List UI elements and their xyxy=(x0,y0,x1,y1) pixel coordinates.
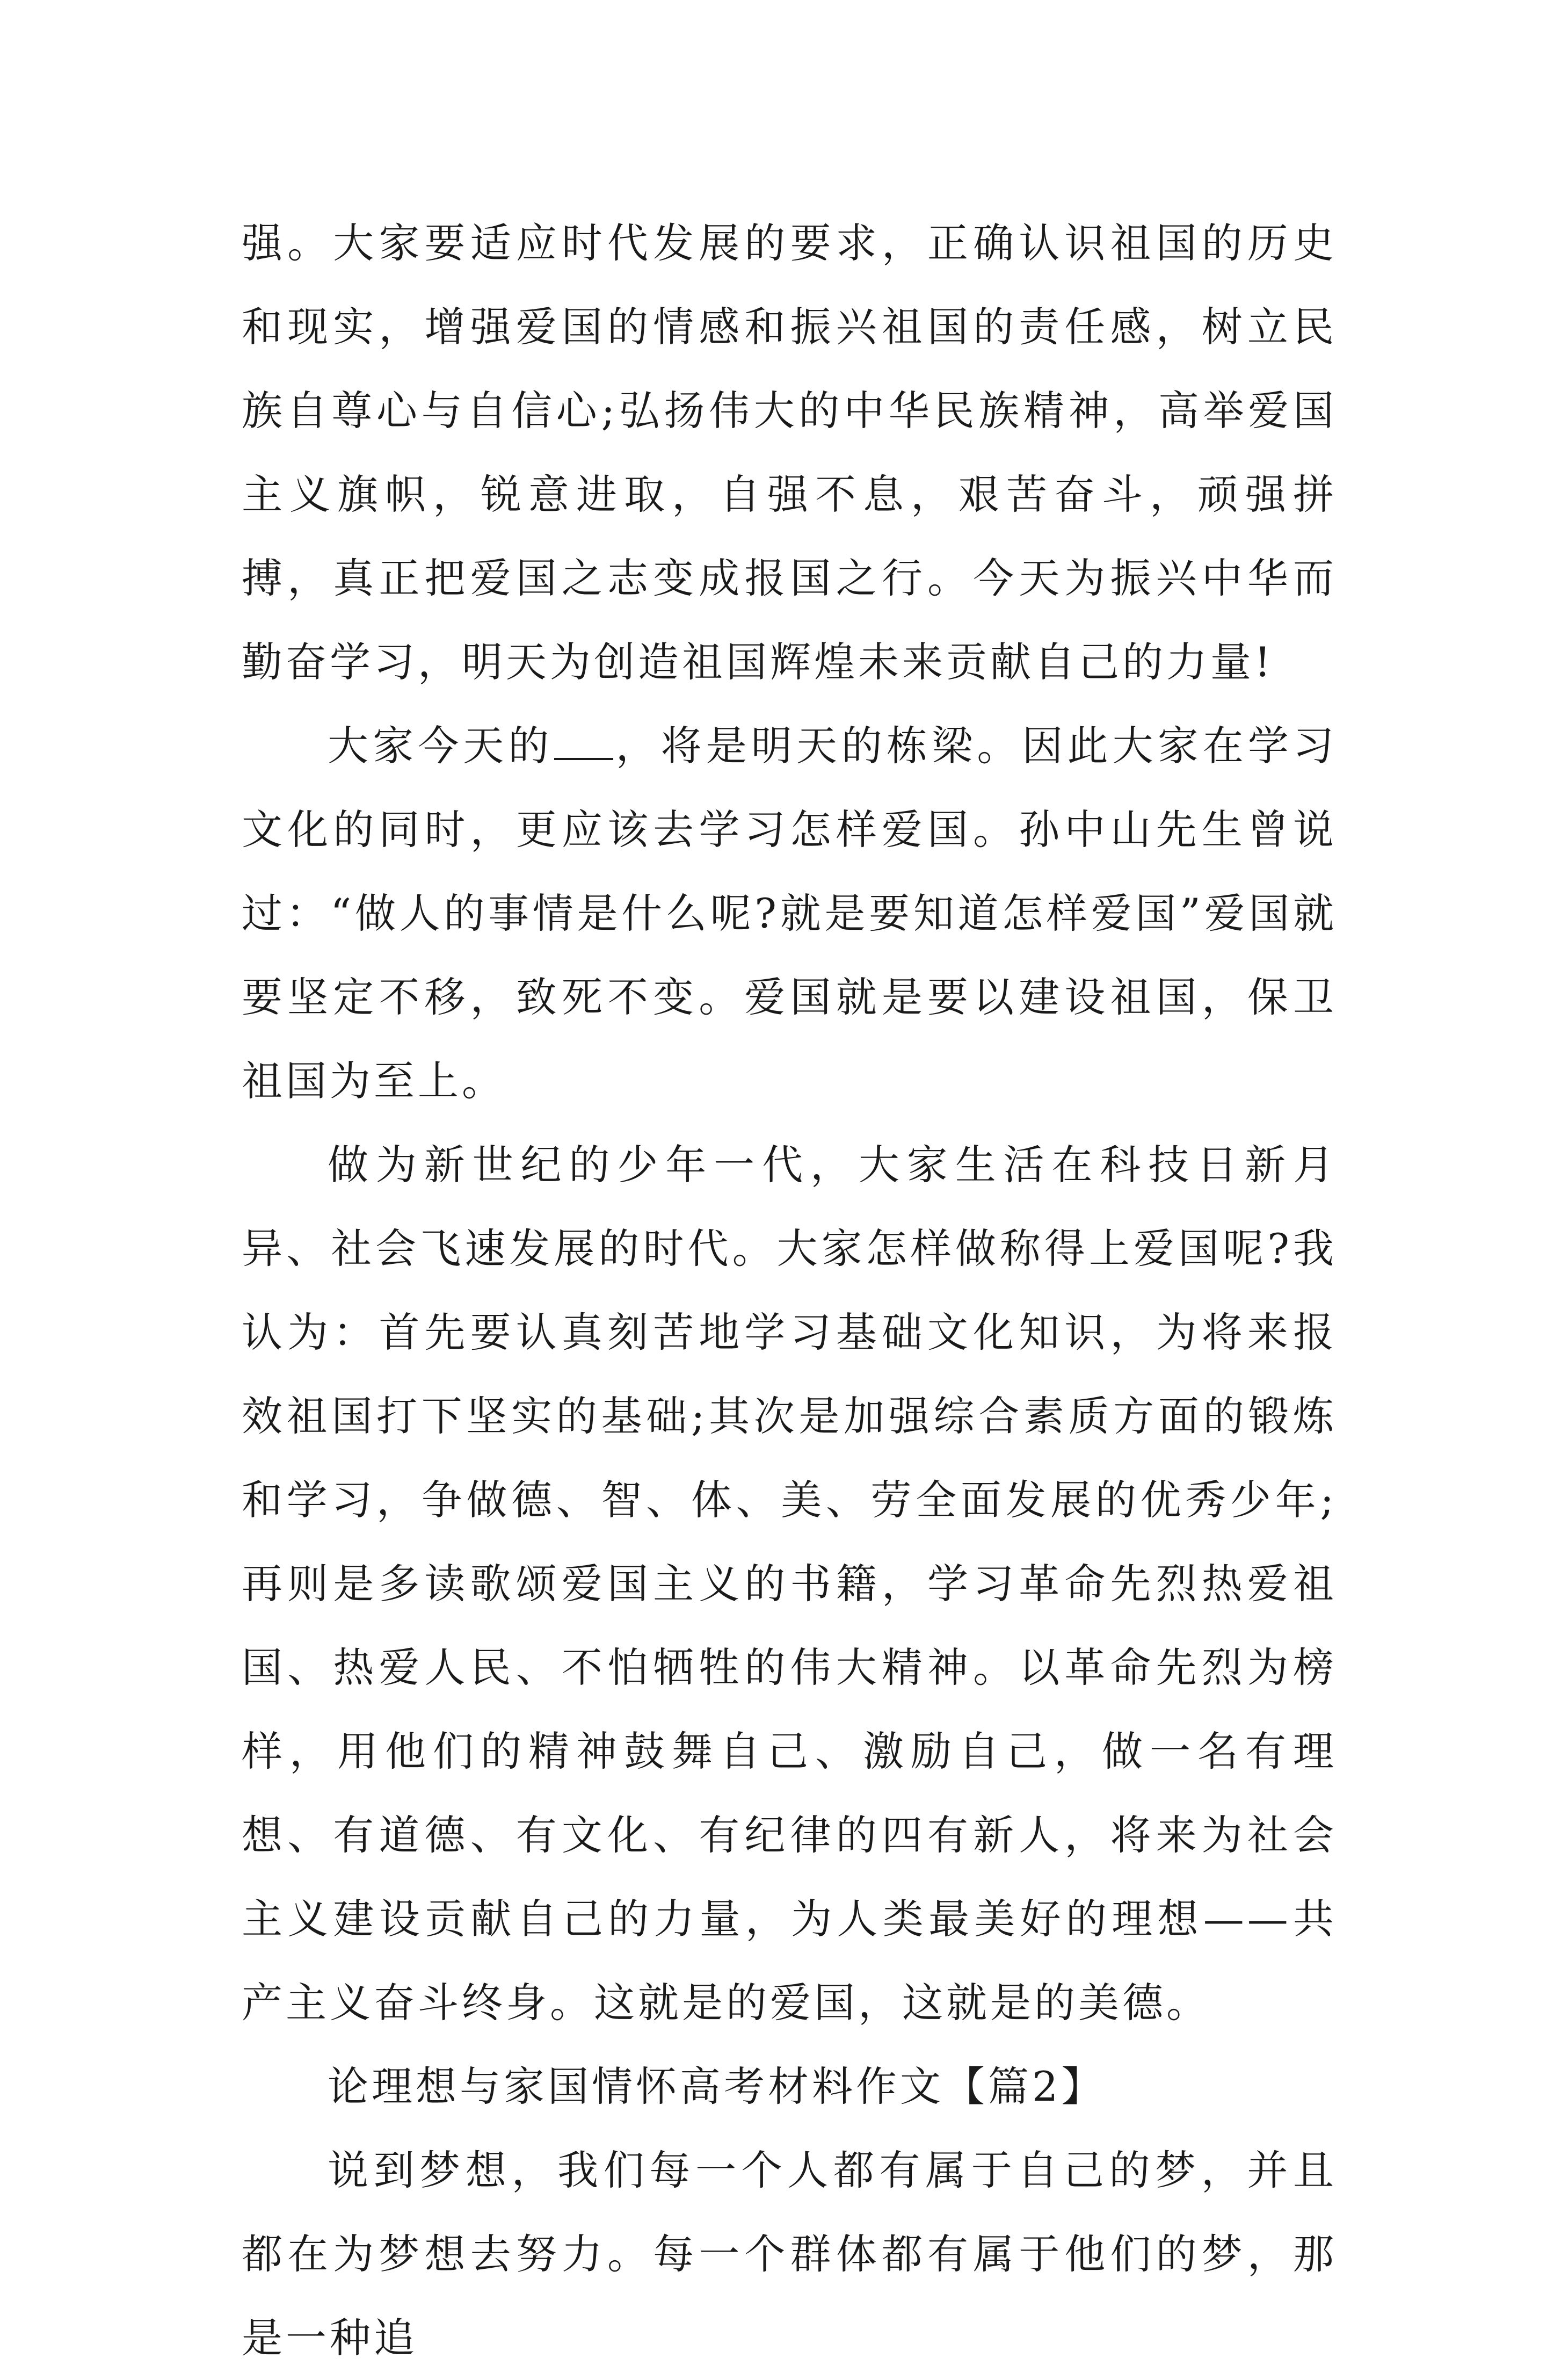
paragraph-4: 说到梦想，我们每一个人都有属于自己的梦，并且都在为梦想去努力。每一个群体都有属于他们的梦，那是一种追 xyxy=(242,2146,1337,2362)
paragraph-2 xyxy=(242,704,1337,1123)
paragraph-3: 做为新世纪的少年一代，大家生活在科技日新月异、社会飞速发展的时代。大家怎样做称得上爱国呢?我认为：首先要认真刻苦地学习基础文化知识，为将来报效祖国打下坚实的基础;其次是加强综合素质方面的锻炼和学习，争做德、智、体、美、劳全面发展的优秀少年;再则是多读歌颂爱国主义的书籍，学习革命先烈热爱祖国、热爱人民、不怕牺牲的伟大精神。以革命先烈为榜样，用他们的精神鼓舞自己、激励自己，做一名有理想、有道德、有文化、有纪律的四有新人，将来为社会主义建设贡献自己的力量，为人类最美好的理想——共产主义奋斗终身。这就是的爱国，这就是的美德。 xyxy=(242,1141,1337,2027)
paragraph-2-start: 大家今天的 xyxy=(328,722,554,770)
fill-in-blank xyxy=(554,728,613,760)
paragraph-1: 强。大家要适应时代发展的要求，正确认识祖国的历史和现实，增强爱国的情感和振兴祖国的责任感，树立民族自尊心与自信心;弘扬伟大的中华民族精神，高举爱国主义旗帜，锐意进取，自强不息，艰苦奋斗，顽强拼搏，真正把爱国之志变成报国之行。今天为振兴中华而勤奋学习，明天为创造祖国辉煌未来贡献自己的力量! xyxy=(242,219,1337,686)
section-heading: 论理想与家国情怀高考材料作文【篇2】 xyxy=(328,2063,1106,2110)
document-body xyxy=(242,201,1337,2380)
paragraph-2-rest: ，将是明天的栋梁。因此大家在学习文化的同时，更应该去学习怎样爱国。孙中山先生曾说过：“做人的事情是什么呢?就是要知道怎样爱国”爱国就要坚定不移，致死不变。爱国就是要以建设祖国，保卫祖国为至上。 xyxy=(242,722,1338,1105)
